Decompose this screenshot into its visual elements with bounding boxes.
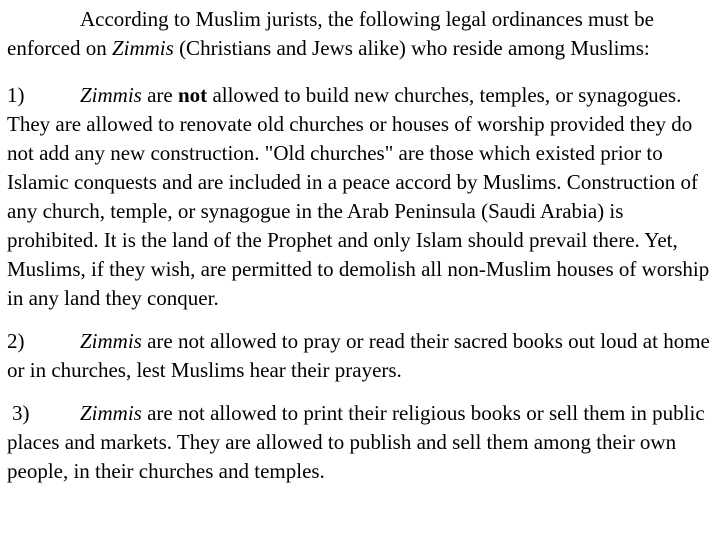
item-text: allowed to build new churches, temples, or synagogues. They are allowed to renovate old churches or houses of worship provided they do not add any new construction. "Old churches" are those which existed prior to Islamic conquests and are included in a peace accord by Muslims. Construction of any church, temple, or synagogue in the Arab Peninsula (Saudi Arabia) is prohibited. It is the land of the Prophet and only Islam should prevail there. Yet, Muslims, if they wish, are permitted to demolish all non-Muslim houses of worship in any land they conquer. (7, 83, 710, 310)
item-number: 3) (12, 401, 30, 425)
item-text-mid: are (141, 83, 178, 107)
intro-paragraph (7, 5, 715, 63)
item-number: 2) (7, 329, 25, 353)
intro-text-before: According to Muslim jurists, the following legal ordinances must be enforced on (7, 7, 654, 60)
intro-term: Zimmis (111, 36, 174, 60)
document-body (7, 5, 715, 500)
item-term: Zimmis (80, 83, 142, 107)
item-term: Zimmis (80, 329, 142, 353)
ordinance-item-2 (7, 327, 715, 385)
item-term: Zimmis (80, 401, 142, 425)
item-text: are not allowed to pray or read their sacred books out loud at home or in churches, lest Muslims hear their prayers. (7, 329, 710, 382)
ordinance-item-1 (7, 81, 715, 313)
item-text: are not allowed to print their religious books or sell them in public places and markets. They are allowed to publish and sell them among their own people, in their churches and temples. (7, 401, 705, 483)
item-number: 1) (7, 83, 25, 107)
ordinance-item-3 (7, 399, 715, 486)
intro-text-after: (Christians and Jews alike) who reside among Muslims: (173, 36, 650, 60)
item-emphasis: not (178, 83, 208, 107)
